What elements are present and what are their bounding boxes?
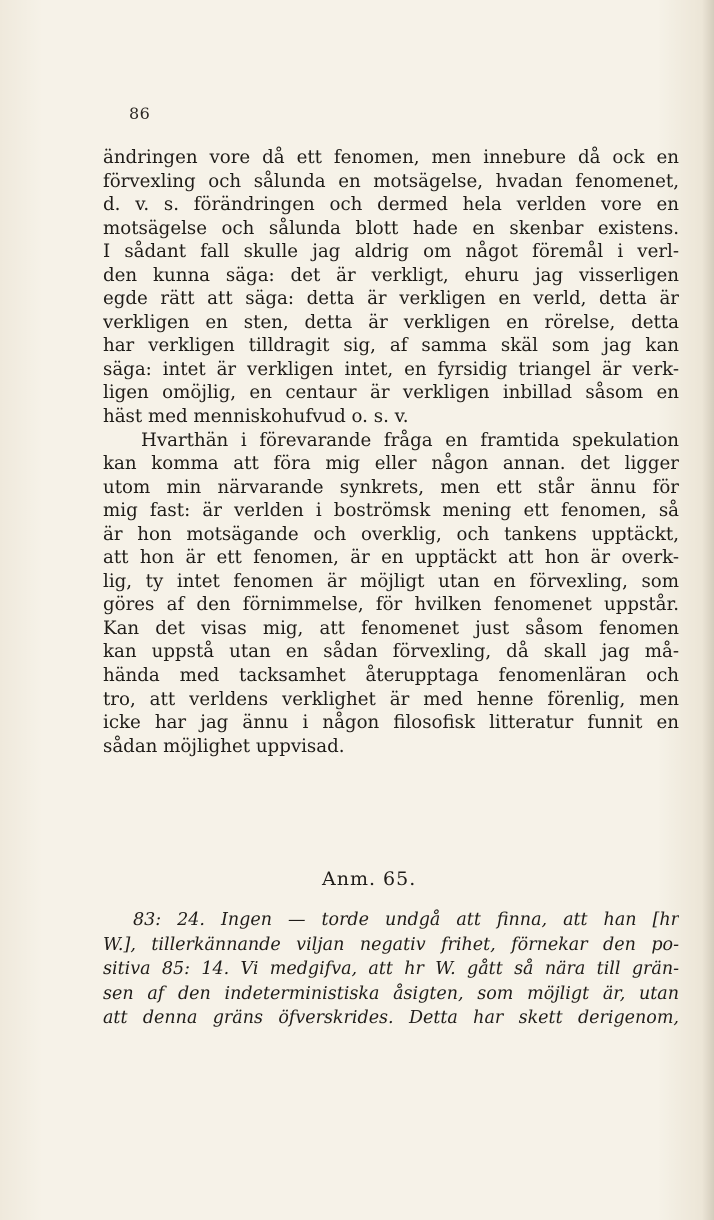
note-line: att denna gräns öfverskrides. Detta har skett derigenom,: [103, 1008, 679, 1029]
text-line: ligen omöjlig, en centaur är verkligen inbillad såsom en: [103, 382, 679, 404]
note-heading: Anm. 65.: [322, 868, 417, 890]
text-line: sådan möjlighet uppvisad.: [103, 735, 345, 757]
text-line: har verkligen tilldragit sig, af samma skäl som jag kan: [103, 335, 679, 357]
text-line: ändringen vore då ett fenomen, men innebure då ock en: [103, 147, 679, 168]
text-line: kan komma att föra mig eller någon annan. det ligger: [103, 453, 679, 475]
text-line: motsägelse och sålunda blott hade en skenbar existens.: [103, 217, 679, 239]
note-text-block: [103, 908, 679, 1031]
text-line: icke har jag ännu i någon filosofisk litteratur funnit en: [103, 712, 679, 734]
text-line: Kan det visas mig, att fenomenet just såsom fenomen: [103, 617, 679, 639]
note-line: sen af den indeterministiska åsigten, som möjligt är, utan: [103, 983, 679, 1004]
text-line: I sådant fall skulle jag aldrig om något föremål i verl-: [103, 241, 679, 263]
text-line: är hon motsägande och overklig, och tankens upptäckt,: [103, 523, 679, 545]
note-line: 83: 24. Ingen — torde undgå att finna, att han [hr: [133, 910, 679, 930]
text-line: utom min närvarande synkrets, men ett står ännu för: [103, 476, 679, 498]
text-line: verkligen en sten, detta är verkligen en rörelse, detta: [103, 311, 679, 333]
page-edge-shadow: [702, 0, 714, 1220]
text-line: mig fast: är verlden i boströmsk mening ett fenomen, så: [103, 500, 679, 522]
text-line: hända med tacksamhet återupptaga fenomenläran och: [103, 665, 679, 687]
text-line: den kunna säga: det är verkligt, ehuru jag visserligen: [103, 264, 679, 286]
text-line: egde rätt att säga: detta är verkligen en verld, detta är: [103, 288, 679, 310]
text-line: att hon är ett fenomen, är en upptäckt att hon är overk-: [103, 547, 679, 569]
note-line: W.], tillerkännande viljan negativ frihet, förnekar den po-: [103, 934, 679, 955]
page-number: 86: [129, 104, 151, 123]
text-line: lig, ty intet fenomen är möjligt utan en förvexling, som: [103, 570, 679, 592]
text-line: häst med menniskohufvud o. s. v.: [103, 406, 409, 428]
text-line: förvexling och sålunda en motsägelse, hvadan fenomenet,: [103, 170, 679, 192]
text-line: säga: intet är verkligen intet, en fyrsidig triangel är verk-: [103, 358, 679, 380]
text-line: kan uppstå utan en sådan förvexling, då skall jag må-: [103, 641, 679, 663]
note-line: sitiva 85: 14. Vi medgifva, att hr W. gått så nära till grän-: [103, 959, 679, 980]
paragraph-start-line: Hvarthän i förevarande fråga en framtida spekulation: [141, 429, 679, 451]
text-line: tro, att verldens verklighet är med henne förenlig, men: [103, 688, 679, 710]
text-line: göres af den förnimmelse, för hvilken fenomenet uppstår.: [103, 594, 679, 616]
main-text-block: [103, 146, 679, 758]
text-line: d. v. s. förändringen och dermed hela verlden vore en: [103, 194, 679, 216]
